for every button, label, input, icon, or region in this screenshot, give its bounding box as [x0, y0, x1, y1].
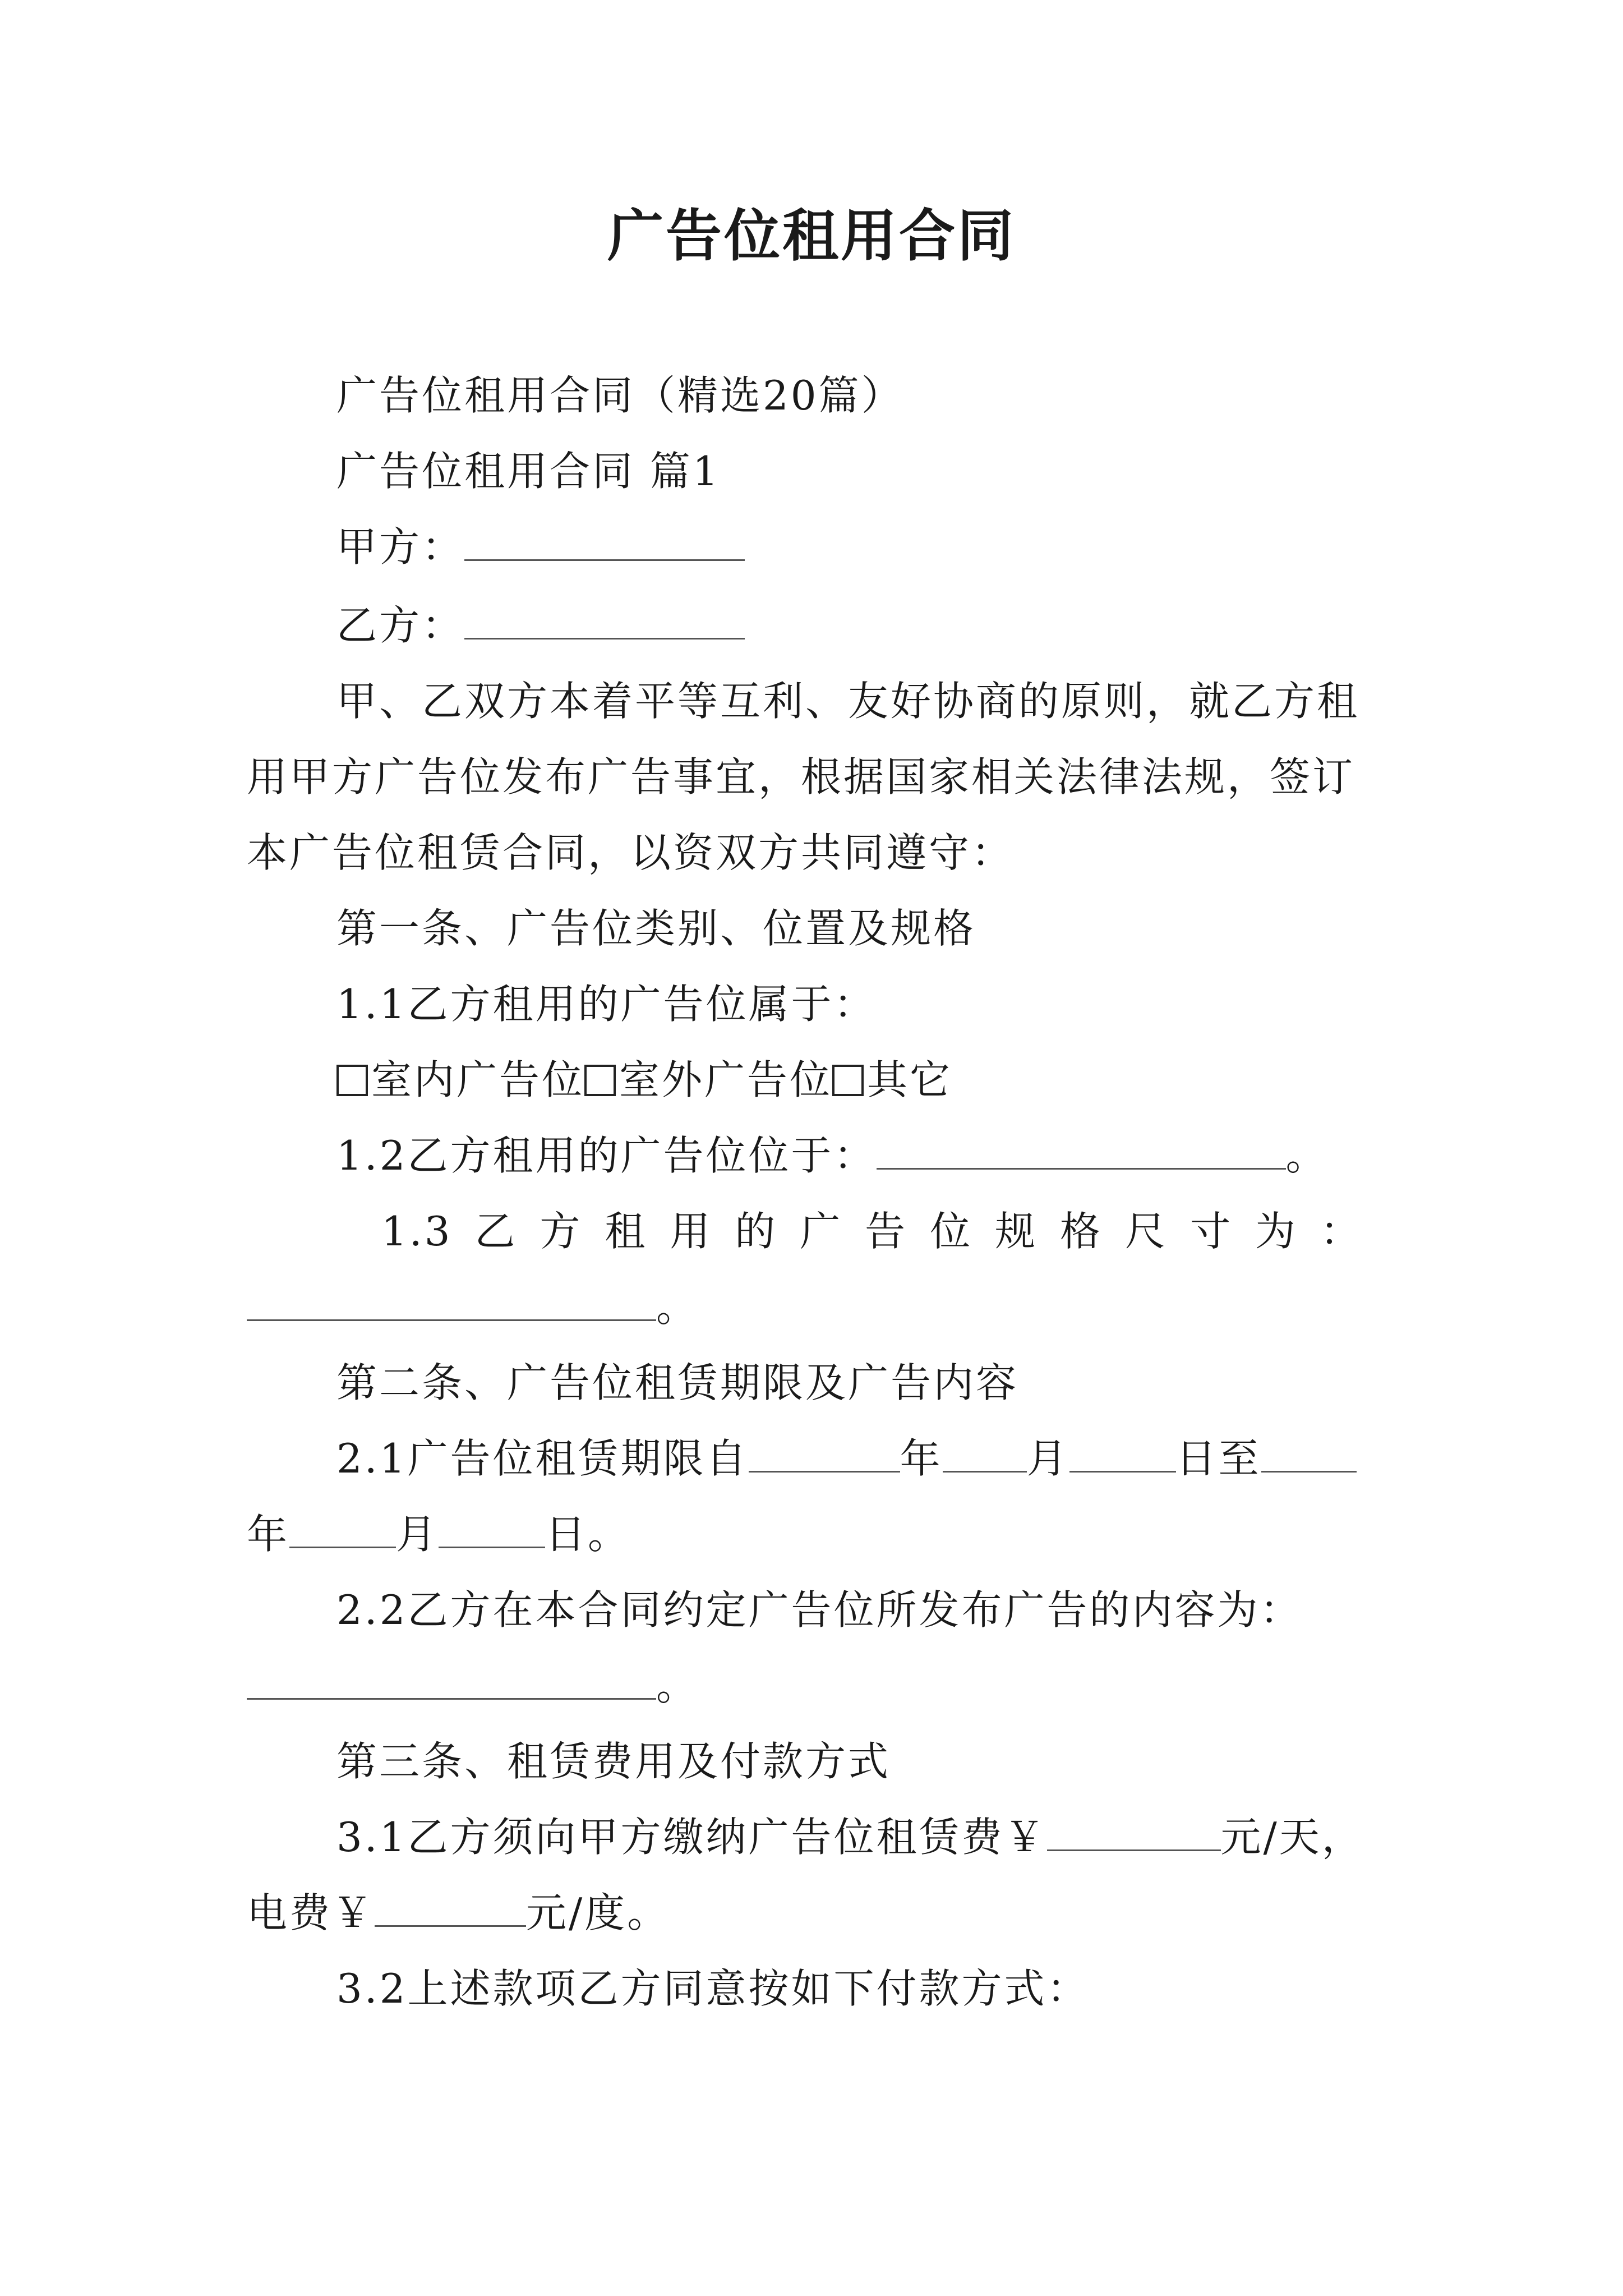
- outdoor-option-label: 室外广告位: [619, 1056, 833, 1103]
- per-kwh-label: 元/度。: [526, 1889, 670, 1936]
- party-b-blank: [464, 599, 745, 639]
- indoor-checkbox[interactable]: [336, 1065, 368, 1096]
- clause-1-3-char: 广: [800, 1208, 843, 1255]
- party-b-label: 乙方：: [336, 602, 465, 649]
- end-day-blank: [439, 1507, 545, 1548]
- clause-3-1-text: 3.1乙方须向甲方缴纳广告位租赁费￥: [336, 1814, 1047, 1861]
- clause-1-3: [381, 1203, 1363, 1259]
- clause-1-3-char: 寸: [1189, 1208, 1233, 1255]
- indoor-option-label: 室内广告位: [371, 1056, 585, 1103]
- day-to-label: 日至: [1175, 1435, 1261, 1482]
- clause-1-3-char: 尺: [1124, 1208, 1168, 1255]
- electricity-label: 电费￥: [247, 1889, 375, 1936]
- intro-line-2: 用甲方广告位发布广告事宜，根据国家相关法律法规，签订: [247, 753, 1355, 800]
- clause-2-1-text: 2.1广告位租赁期限自: [336, 1435, 749, 1482]
- end-month-label: 月: [396, 1511, 439, 1558]
- clause-1-3-char: ：: [1320, 1208, 1363, 1255]
- document-title: 广告位租用合同: [607, 203, 1016, 269]
- party-a-blank: [464, 520, 745, 561]
- start-year-label: 年: [900, 1435, 943, 1482]
- per-day-label: 元/天，: [1220, 1814, 1364, 1861]
- size-period: 。: [656, 1283, 699, 1331]
- electricity-blank: [375, 1886, 526, 1927]
- clause-1-3-char: 告: [865, 1208, 908, 1255]
- article2-heading: 第二条、广告位租赁期限及广告内容: [336, 1359, 1019, 1406]
- size-blank: [247, 1280, 656, 1321]
- rent-blank: [1047, 1810, 1221, 1851]
- end-year-blank-a: [1261, 1432, 1357, 1473]
- article3-heading: 第三条、租赁费用及付款方式: [336, 1738, 891, 1785]
- clause-1-1: 1.1乙方租用的广告位属于：: [336, 981, 877, 1028]
- party-b-line: [336, 597, 1380, 654]
- outdoor-checkbox[interactable]: [584, 1065, 616, 1096]
- start-day-blank: [1069, 1432, 1176, 1473]
- size-line: [247, 1279, 1380, 1335]
- clause-1-3-char: 位: [930, 1208, 973, 1255]
- content-period: 。: [656, 1662, 699, 1709]
- location-blank: [877, 1129, 1286, 1170]
- clause-3-1: [336, 1809, 1380, 1865]
- clause-3-1-cont: [247, 1885, 1380, 1941]
- clause-1-2-period: 。: [1285, 1132, 1329, 1179]
- start-year-blank: [749, 1432, 900, 1473]
- end-year-label: 年: [247, 1511, 290, 1558]
- clause-1-3-char: 租: [605, 1208, 648, 1255]
- day-end-label: 日。: [545, 1511, 631, 1558]
- clause-1-3-char: 乙: [474, 1208, 518, 1255]
- content-blank: [247, 1659, 656, 1700]
- clause-1-3-char: 1.3: [381, 1208, 453, 1255]
- section-title: 广告位租用合同 篇1: [336, 448, 721, 495]
- content-line: [247, 1658, 1380, 1714]
- start-month-blank: [943, 1432, 1027, 1473]
- clause-1-3-char: 方: [540, 1208, 583, 1255]
- intro-line-3: 本广告位租赁合同，以资双方共同遵守：: [247, 829, 1015, 876]
- subtitle: 广告位租用合同（精选20篇）: [336, 372, 904, 419]
- clause-3-2: 3.2上述款项乙方同意按如下付款方式：: [336, 1965, 1090, 2012]
- clause-1-3-char: 用: [670, 1208, 713, 1255]
- party-a-label: 甲方：: [336, 523, 465, 570]
- end-month-blank: [289, 1507, 396, 1548]
- party-a-line: [336, 519, 1380, 575]
- other-option-label: 其它: [867, 1056, 953, 1103]
- clause-1-3-char: 的: [735, 1208, 778, 1255]
- clause-2-1: [336, 1430, 1380, 1487]
- other-checkbox[interactable]: [832, 1065, 864, 1096]
- ad-type-options: [336, 1052, 1380, 1108]
- start-month-label: 月: [1026, 1435, 1069, 1482]
- article1-heading: 第一条、广告位类别、位置及规格: [336, 905, 976, 952]
- clause-2-1-cont: [247, 1506, 1380, 1562]
- clause-1-3-char: 规: [995, 1208, 1038, 1255]
- clause-1-3-char: 格: [1060, 1208, 1103, 1255]
- clause-2-2: 2.2乙方在本合同约定广告位所发布广告的内容为：: [336, 1586, 1303, 1634]
- intro-line-1: 甲、乙双方本着平等互利、友好协商的原则，就乙方租: [336, 678, 1360, 725]
- clause-1-2-text: 1.2乙方租用的广告位位于：: [336, 1132, 877, 1179]
- clause-1-2: [336, 1128, 1380, 1184]
- clause-1-3-char: 为: [1255, 1208, 1298, 1255]
